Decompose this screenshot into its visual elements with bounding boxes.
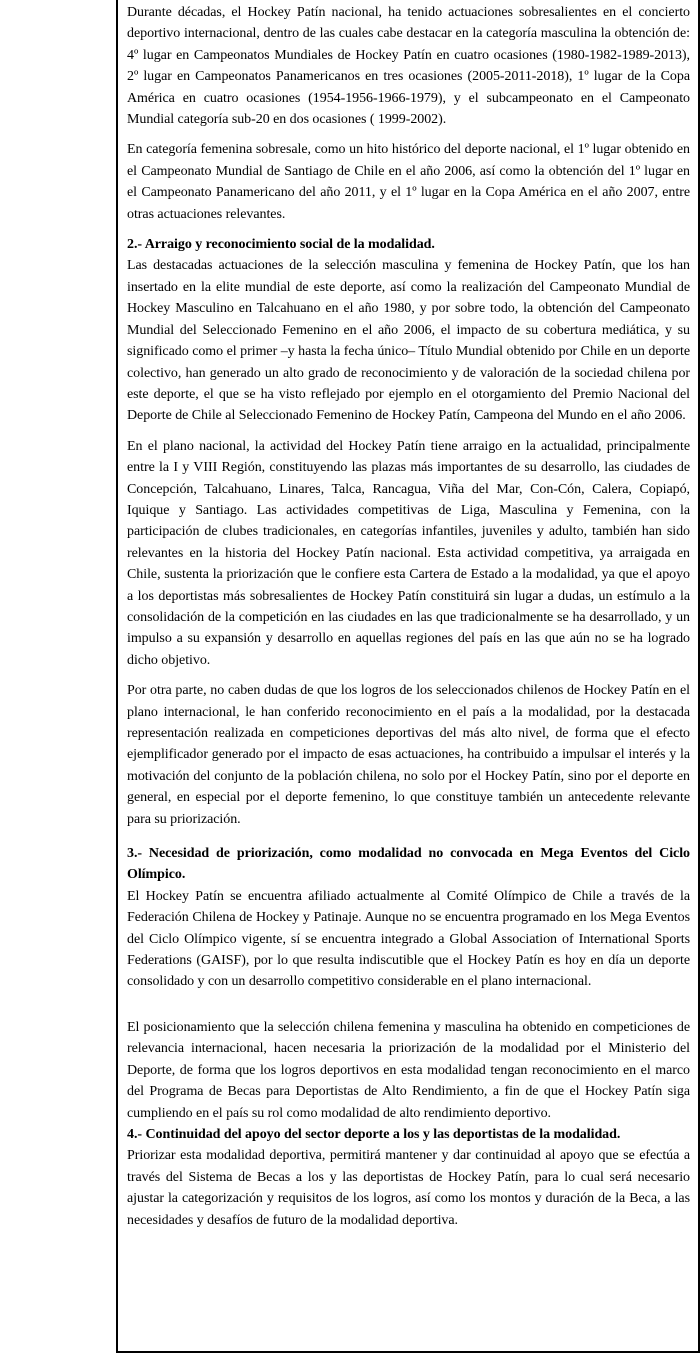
left-margin-cell [0, 0, 116, 1353]
paragraph-trayectoria-femenina: En categoría femenina sobresale, como un hito histórico del deporte nacional, el 1º lugar obtenido en el Campeonato Mundial de Santiago de Chile en el año 2006, así como la obtención del 1º lugar en el Campeonato Panamericano del año 2011, y el 1º lugar en la Copa América en el año 2007, entre otras actuaciones relevantes. [127, 142, 690, 222]
paragraph-continuidad-becas: Priorizar esta modalidad deportiva, permitirá mantener y dar continuidad al apoyo que se efectúa a través del Sistema de Becas a los y las deportistas de Hockey Patín, para lo cual será necesario ajustar la categorización y requisitos de los logros, así como los montos y duración de la Beca, a las necesidades y desafíos de futuro de la modalidad deportiva. [127, 1148, 690, 1228]
paragraph-arraigo-selecciones: Las destacadas actuaciones de la selección masculina y femenina de Hockey Patín, que los han insertado en la elite mundial de este deporte, así como la realización del Campeonato Mundial de Hockey Masculino en Talcahuano en el año 1980, y por sobre todo, la obtención del Campeonato Mundial del Seleccionado Femenino en el año 2006, el impacto de su cobertura mediática, y su significado como el primer –y hasta la fecha único– Título Mundial obtenido por Chile en un deporte colectivo, han generado un alto grado de reconocimiento y de valoración de la sociedad chilena por este deporte, el que se ha visto reflejado por ejemplo en el otorgamiento del Premio Nacional del Deporte de Chile al Seleccionado Femenino de Hockey Patín, Campeona del Mundo en el año 2006. [127, 258, 690, 424]
content-cell [116, 0, 700, 1353]
paragraph-afiliacion-olimpica: El Hockey Patín se encuentra afiliado actualmente al Comité Olímpico de Chile a través de la Federación Chilena de Hockey y Patinaje. Aunque no se encuentra programado en los Mega Eventos del Ciclo Olímpico vigente, sí se encuentra integrado a Global Association of International Sports Federations (GAISF), por lo que resulta indiscutible que el Hockey Patín es hoy en día un deporte consolidado y con un desarrollo competitivo considerable en el plano internacional. [127, 888, 690, 990]
section-heading-3: 3.- Necesidad de priorización, como modalidad no convocada en Mega Eventos del Ciclo Olímpico. [127, 846, 690, 883]
paragraph-logros-reconocimiento: Por otra parte, no caben dudas de que los logros de los seleccionados chilenos de Hockey Patín en el plano internacional, le han conferido reconocimiento en el país a la modalidad, por la destacada representación realizada en competiciones deportivas del más alto nivel, de forma que el efecto ejemplificador generado por el impacto de esas actuaciones, ha contribuido a impulsar el interés y la motivación del conjunto de la población chilena, no solo por el Hockey Patín, sino por el deporte en general, en especial por el deporte femenino, lo que constituye también un antecedente relevante para su priorización. [127, 683, 690, 827]
section-heading-2: 2.- Arraigo y reconocimiento social de la modalidad. [127, 237, 435, 253]
paragraph-posicionamiento: El posicionamiento que la selección chilena femenina y masculina ha obtenido en competiciones de relevancia internacional, hacen necesaria la priorización de la modalidad por el Ministerio del Deporte, de forma que los logros deportivos en esta modalidad tengan reconocimiento en el marco del Programa de Becas para Deportistas de Alto Rendimiento, a fin de que el Hockey Patín siga cumpliendo en el país su rol como modalidad de alto rendimiento deportivo. [127, 1019, 690, 1121]
paragraph-trayectoria-masculina: Durante décadas, el Hockey Patín nacional, ha tenido actuaciones sobresalientes en el concierto deportivo internacional, dentro de las cuales cabe destacar en la categoría masculina la obtención de: 4º lugar en Campeonatos Mundiales de Hockey Patín en cuatro ocasiones (1980-1982-1989-2013), 2º lugar en Campeonatos Panamericanos en tres ocasiones (2005-2011-2018), 1º lugar de la Copa América en cuatro ocasiones (1954-1956-1966-1979), y el subcampeonato en el Campeonato Mundial categoría sub-20 en dos ocasiones ( 1999-2002). [127, 5, 690, 128]
section-heading-4: 4.- Continuidad del apoyo del sector deporte a los y las deportistas de la modalidad. [127, 1126, 621, 1142]
paragraph-plano-nacional: En el plano nacional, la actividad del Hockey Patín tiene arraigo en la actualidad, principalmente entre la I y VIII Región, constituyendo las plazas más importantes de su desarrollo, las ciudades de Concepción, Talcahuano, Linares, Talca, Rancagua, Viña del Mar, Con-Cón, Calera, Copiapó, Iquique y Santiago. Las actividades competitivas de Liga, Masculina y Femenina, con la participación de clubes tradicionales, en categorías infantiles, juveniles y adulto, también han sido relevantes en la historia del Hockey Patín nacional. Esta actividad competitiva, ya arraigada en Chile, sustenta la priorización que le confiere esta Cartera de Estado a la modalidad, ya que el apoyo a los deportistas más sobresalientes de Hockey Patín constituirá sin lugar a dudas, un estímulo a la consolidación de la competición en las ciudades en las que tradicionalmente se ha desarrollado, y un impulso a su expansión y desarrollo en aquellas regiones del país en las que aún no se ha logrado dicho objetivo. [127, 438, 690, 668]
